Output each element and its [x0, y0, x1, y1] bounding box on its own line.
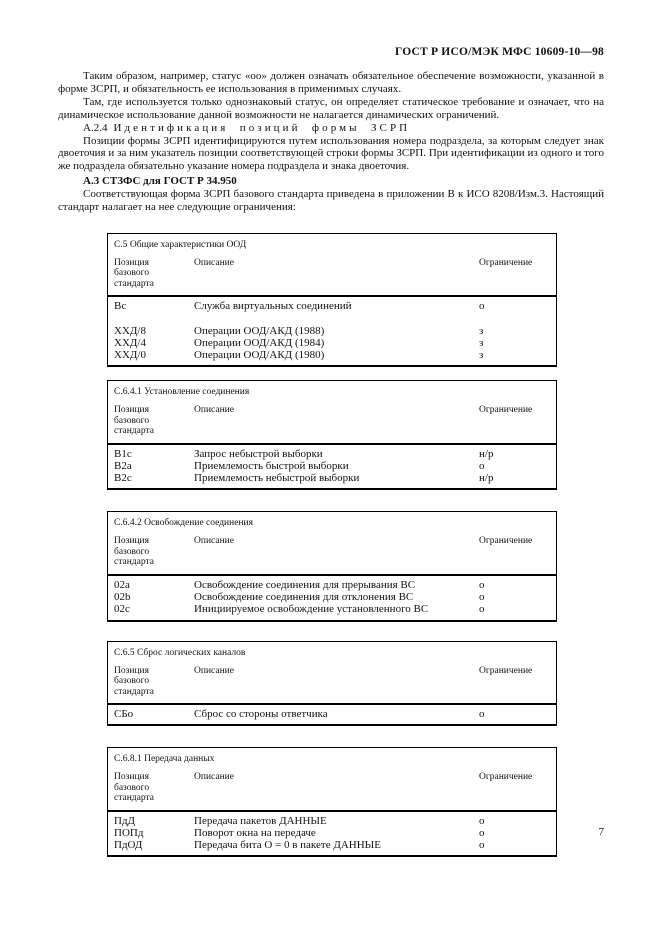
cell-description: Служба виртуальных соединений: [194, 300, 352, 313]
table-row: [114, 300, 550, 312]
table-column-headers: [108, 764, 556, 810]
cell-description: Освобождение соединения для прерывания ВС: [194, 578, 416, 591]
cell-description: Операции ООД/АКД (1980): [194, 349, 325, 362]
cell-restriction: о: [479, 708, 485, 720]
cell-position: ПдОД: [114, 839, 143, 852]
cell-position: ХХД/0: [114, 349, 146, 362]
table-column-headers: [108, 397, 556, 443]
table-c642-connection-release: [107, 511, 557, 621]
table-body: [108, 574, 556, 620]
table-column-headers: [108, 250, 556, 296]
column-header-description: Описание: [194, 405, 234, 416]
table-title: С.6.5 Сброс логических каналов: [114, 647, 246, 658]
cell-restriction: о: [479, 826, 485, 839]
cell-restriction: о: [479, 603, 485, 616]
cell-position: ПОПд: [114, 826, 144, 839]
table-row: [114, 579, 550, 591]
cell-position: В2а: [114, 459, 132, 472]
table-row: [114, 337, 550, 349]
cell-position: 02a: [114, 578, 130, 591]
paragraph-2: Там, где используется только однознаковый статус, он определяет статическое требование и означает, что на динамическое использование данной возможности не налагается динамических ограничений.: [58, 95, 604, 121]
column-header-description: Описание: [194, 257, 234, 268]
section-heading-a24: [58, 122, 604, 135]
column-header-position: Позиция базового стандарта: [114, 536, 154, 568]
column-header-position: Позиция базового стандарта: [114, 665, 154, 697]
text-block: [58, 70, 604, 214]
column-header-description: Описание: [194, 772, 234, 783]
table-body: [108, 295, 556, 365]
cell-restriction: о: [479, 814, 485, 827]
cell-description: Инициируемое освобождение установленного ВС: [194, 603, 429, 616]
table-c65-logical-channel-reset: [107, 641, 557, 727]
column-header-description: Описание: [194, 536, 234, 547]
cell-restriction: о: [479, 839, 485, 852]
cell-position: ХХД/4: [114, 336, 146, 349]
document-number-header: ГОСТ Р ИСО/МЭК МФС 10609-10—98: [395, 46, 604, 58]
cell-restriction: о: [479, 591, 485, 604]
cell-position: ПдД: [114, 814, 136, 827]
cell-description: Запрос небыстрой выборки: [194, 447, 323, 460]
cell-restriction: н/р: [479, 472, 494, 485]
paragraph-4: Соответствующая форма ЗСРП базового стандарта приведена в приложении В к ИСО 8208/Изм.3. Настоящий стандарт налагает на нее следующие ограничения:: [58, 188, 604, 214]
cell-description: Передача пакетов ДАННЫЕ: [194, 814, 327, 827]
table-row: [114, 708, 550, 720]
column-header-position: Позиция базового стандарта: [114, 772, 154, 804]
table-column-headers: [108, 658, 556, 704]
cell-description: Освобождение соединения для отклонения ВС: [194, 591, 414, 604]
column-header-position: Позиция базового стандарта: [114, 257, 154, 289]
cell-position: В1с: [114, 447, 132, 460]
column-header-restriction: Ограничение: [479, 665, 533, 676]
table-row: [114, 460, 550, 472]
section-heading-text: Идентификация позиций формы ЗСРП: [113, 121, 411, 134]
cell-description: Операции ООД/АКД (1984): [194, 336, 325, 349]
cell-position: ХХД/8: [114, 324, 146, 337]
table-c5-general-characteristics: [107, 233, 557, 367]
cell-restriction: о: [479, 300, 485, 313]
page-content: [58, 46, 604, 857]
table-title: С.6.4.2 Освобождение соединения: [114, 518, 253, 529]
table-row: [114, 349, 550, 361]
column-header-position: Позиция базового стандарта: [114, 405, 154, 437]
table-body: [108, 443, 556, 489]
section-number: А.2.4: [83, 121, 108, 134]
column-header-restriction: Ограничение: [479, 536, 533, 547]
cell-restriction: з: [479, 324, 484, 337]
cell-restriction: з: [479, 336, 484, 349]
cell-position: 02b: [114, 591, 131, 604]
cell-position: 02c: [114, 603, 130, 616]
cell-description: Передача бита О = 0 в пакете ДАННЫЕ: [194, 839, 381, 852]
column-header-description: Описание: [194, 665, 234, 676]
cell-position: В2с: [114, 472, 132, 485]
cell-description: Поворот окна на передаче: [194, 826, 316, 839]
table-row: [114, 603, 550, 615]
table-body: [108, 703, 556, 724]
table-row: [114, 472, 550, 484]
cell-restriction: н/р: [479, 447, 494, 460]
table-row: [114, 591, 550, 603]
table-title: С.5 Общие характеристики ООД: [114, 239, 247, 250]
cell-description: Операции ООД/АКД (1988): [194, 324, 325, 337]
cell-position: СБо: [114, 708, 134, 720]
table-c641-connection-establishment: [107, 380, 557, 490]
cell-position: Вс: [114, 300, 127, 313]
table-c681-data-transfer: [107, 747, 557, 857]
cell-description: Сброс со стороны ответчика: [194, 708, 328, 720]
table-title: С.6.4.1 Установление соединения: [114, 387, 250, 398]
page-number: 7: [598, 826, 604, 838]
table-title: С.6.8.1 Передача данных: [114, 754, 215, 765]
column-header-restriction: Ограничение: [479, 257, 533, 268]
paragraph-3: Позиции формы ЗСРП идентифицируются путем использования номера подраздела, за которым следует знак двоеточия и за ним указатель позиции соответствующей строки формы ЗСРП. При идентификации из одного и того же подраздела обязательно указание номера подраздела и знака двоеточия.: [58, 134, 604, 173]
cell-restriction: о: [479, 578, 485, 591]
column-header-restriction: Ограничение: [479, 405, 533, 416]
paragraph-1: Таким образом, например, статус «оо» должен означать обязательное обеспечение возможности, указанной в форме ЗСРП, и обязательность ее использования в применимых случаях.: [58, 70, 604, 95]
cell-restriction: з: [479, 349, 484, 362]
table-column-headers: [108, 528, 556, 574]
cell-description: Приемлемость быстрой выборки: [194, 459, 349, 472]
table-row: [114, 325, 550, 337]
table-row: [114, 448, 550, 460]
cell-description: Приемлемость небыстрой выборки: [194, 472, 360, 485]
section-heading-a3: А.3 СТЗФС для ГОСТ Р 34.950: [83, 175, 237, 188]
column-header-restriction: Ограничение: [479, 772, 533, 783]
table-row: [114, 839, 550, 851]
cell-restriction: о: [479, 459, 485, 472]
